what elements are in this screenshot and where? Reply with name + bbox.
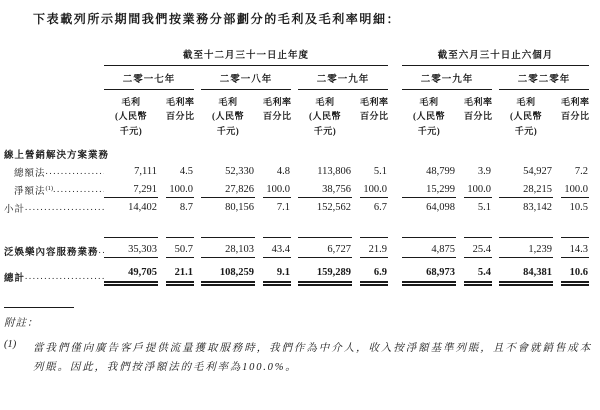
footnote-item [4, 339, 592, 377]
col-header-margin: 毛利率 百分比 [464, 97, 493, 122]
gpm-cell: 4.8 [276, 166, 290, 178]
year-header-row [4, 66, 589, 90]
gpm-cell: 5.1 [477, 202, 492, 214]
gpm-cell: 5.1 [373, 166, 388, 178]
gp-cell: 4,875 [402, 238, 456, 258]
col-header-margin: 毛利率 百分比 [561, 97, 590, 122]
gp-cell: 14,402 [128, 202, 157, 214]
gpm-cell: 10.5 [569, 202, 589, 214]
dot-leader [99, 240, 104, 258]
period-header-annual: 截至十二月三十一日止年度 [104, 47, 388, 66]
dot-leader [25, 266, 104, 284]
row-label: 線上營銷解決方案業務 [4, 151, 110, 162]
footnote-text: 當我們僅向廣告客戶提供流量獲取服務時，我們作為中介人，收入按淨額基準列賬，且不會就銷售成本列賬。因此，我們按淨額法的毛利率為100.0%。 [33, 343, 592, 374]
gp-cell: 28,215 [499, 179, 553, 197]
gp-cell: 80,156 [225, 202, 254, 214]
gp-cell: 28,103 [201, 238, 255, 258]
gpm-cell: 100.0 [464, 179, 492, 197]
gp-cell: 64,098 [426, 202, 456, 214]
gp-cell: 1,239 [499, 238, 553, 258]
gp-cell: 7,111 [134, 166, 157, 178]
gpm-cell: 5.4 [464, 258, 492, 284]
row-label: 總計 [4, 273, 26, 284]
period-header-interim: 截至六月三十日止六個月 [402, 47, 589, 66]
gp-cell: 49,705 [104, 258, 158, 284]
table-row-net-method [4, 179, 589, 197]
gpm-cell: 4.5 [179, 166, 193, 178]
gp-cell: 35,303 [104, 238, 158, 258]
gpm-cell: 25.4 [464, 238, 492, 258]
dot-leader [25, 197, 104, 215]
footnote-number: (1) [4, 339, 17, 351]
gp-cell: 52,330 [225, 166, 254, 178]
gp-cell: 48,799 [426, 166, 456, 178]
gpm-cell: 3.9 [477, 166, 492, 178]
col-header-gross-profit: 毛利 (人民幣 千元) [309, 97, 341, 136]
page-title: 下表載列所示期間我們按業務分部劃分的毛利及毛利率明細： [33, 12, 401, 26]
footnote-heading: 附註： [4, 318, 39, 330]
year-2019: 二零一九年 [298, 66, 388, 90]
footnote-ref: (1) [45, 185, 54, 193]
col-header-gross-profit: 毛利 (人民幣 千元) [413, 97, 446, 136]
gpm-cell: 50.7 [166, 238, 194, 258]
footnote-divider [4, 307, 74, 308]
col-header-gross-profit: 毛利 (人民幣 千元) [510, 97, 543, 136]
gp-cell: 159,289 [298, 258, 352, 284]
spacer-row [4, 215, 589, 238]
table-row-gross-method [4, 161, 589, 179]
col-header-margin: 毛利率 百分比 [166, 97, 195, 122]
gpm-cell: 8.7 [179, 202, 193, 214]
gpm-cell: 21.9 [360, 238, 388, 258]
gpm-cell: 6.9 [360, 258, 388, 284]
gp-cell: 38,756 [298, 179, 352, 197]
period-header-row [4, 47, 589, 66]
gp-cell: 6,727 [298, 238, 352, 258]
table-row-pan-entertainment [4, 238, 589, 258]
col-header-margin: 毛利率 百分比 [360, 97, 389, 122]
table-row-section [4, 138, 589, 161]
column-header-row [4, 90, 589, 139]
col-header-margin: 毛利率 百分比 [263, 97, 292, 122]
gp-cell: 7,291 [104, 179, 158, 197]
gp-cell: 152,562 [316, 202, 351, 214]
gpm-cell: 100.0 [166, 179, 194, 197]
gp-cell: 68,973 [402, 258, 456, 284]
gpm-cell: 9.1 [263, 258, 291, 284]
row-label: 淨額法$^{(1)}$ [14, 185, 54, 198]
col-header-gross-profit: 毛利 (人民幣 千元) [212, 97, 244, 136]
row-label: 小計 [4, 205, 26, 216]
gp-cell: 15,299 [402, 179, 456, 197]
gp-cell: 84,381 [499, 258, 553, 284]
gpm-cell: 100.0 [263, 179, 291, 197]
col-header-gross-profit: 毛利 (人民幣 千元) [115, 97, 147, 136]
gp-cell: 108,259 [201, 258, 255, 284]
table-row-total [4, 258, 589, 284]
gp-cell: 27,826 [201, 179, 255, 197]
gpm-cell: 100.0 [360, 179, 388, 197]
gp-cell: 113,806 [317, 166, 351, 178]
dot-leader [46, 161, 104, 179]
year-2018: 二零一八年 [201, 66, 291, 90]
gp-cell: 54,927 [523, 166, 553, 178]
gpm-cell: 100.0 [561, 179, 589, 197]
year-2019-interim: 二零一九年 [402, 66, 492, 90]
year-2017: 二零一七年 [104, 66, 194, 90]
gpm-cell: 7.2 [574, 166, 589, 178]
gpm-cell: 21.1 [166, 258, 194, 284]
gpm-cell: 7.1 [276, 202, 290, 214]
gpm-cell: 6.7 [373, 202, 388, 214]
gross-profit-table [4, 47, 589, 286]
row-label: 泛娛樂內容服務業務 [4, 247, 99, 258]
gp-cell: 83,142 [523, 202, 553, 214]
year-2020-interim: 二零二零年 [499, 66, 589, 90]
dot-leader [53, 179, 104, 197]
gpm-cell: 14.3 [561, 238, 589, 258]
gpm-cell: 10.6 [561, 258, 589, 284]
gpm-cell: 43.4 [263, 238, 291, 258]
row-label: 總額法 [14, 169, 46, 180]
table-row-subtotal [4, 197, 589, 215]
